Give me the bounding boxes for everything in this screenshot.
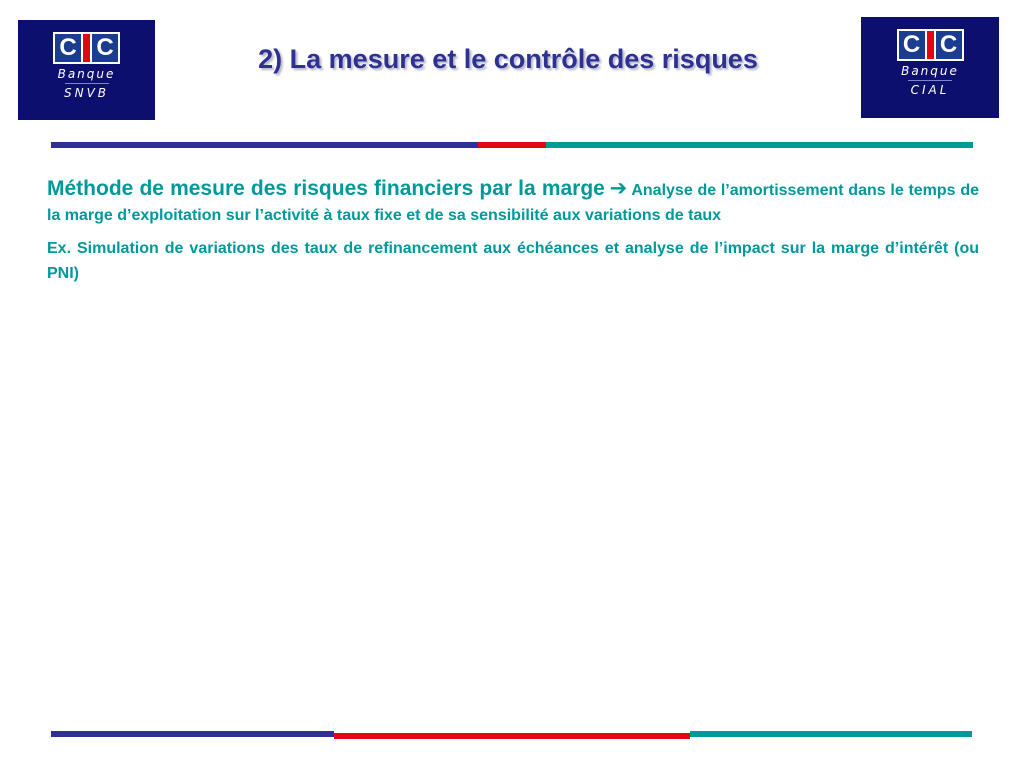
bullet-paragraph-1 — [47, 176, 979, 228]
logo-red-bar — [83, 34, 90, 62]
logo-bank-label: Banque — [57, 67, 116, 81]
cic-logo-mark — [53, 32, 120, 64]
cic-logo-mark — [897, 29, 964, 61]
logo-red-bar — [927, 31, 934, 59]
logo-divider — [65, 83, 109, 84]
method-description: Analyse de l’amortissement dans le temps de la marge d’exploitation sur l’activité à taux fixe et de sa sensibilité aux variations de taux — [47, 182, 979, 224]
bottom-divider-teal — [690, 731, 972, 737]
logo-letter-c: C — [92, 34, 118, 62]
logo-cic-cial — [861, 17, 999, 118]
logo-bank-name: SNVB — [63, 86, 110, 100]
logo-bank-name: CIAL — [910, 83, 950, 97]
slide-body — [47, 176, 979, 294]
logo-letter-c: C — [899, 31, 925, 59]
top-divider-teal — [546, 142, 973, 148]
logo-bank-label: Banque — [901, 64, 959, 78]
right-arrow-icon: ➔ — [609, 177, 628, 200]
top-divider-blue — [51, 142, 478, 148]
bullet-paragraph-2: Ex. Simulation de variations des taux de refinancement aux échéances et analyse de l’impact sur la marge d’intérêt (ou PNI) — [47, 240, 979, 282]
logo-letter-c: C — [55, 34, 81, 62]
bottom-divider-red — [334, 733, 690, 739]
logo-divider — [908, 80, 952, 81]
bottom-divider-blue — [51, 731, 334, 737]
slide-title: 2) La mesure et le contrôle des risques — [258, 44, 758, 74]
method-heading: Méthode de mesure des risques financiers par la marge — [47, 177, 605, 200]
logo-cic-snvb — [18, 20, 155, 120]
logo-letter-c: C — [936, 31, 962, 59]
top-divider-red — [478, 142, 546, 148]
